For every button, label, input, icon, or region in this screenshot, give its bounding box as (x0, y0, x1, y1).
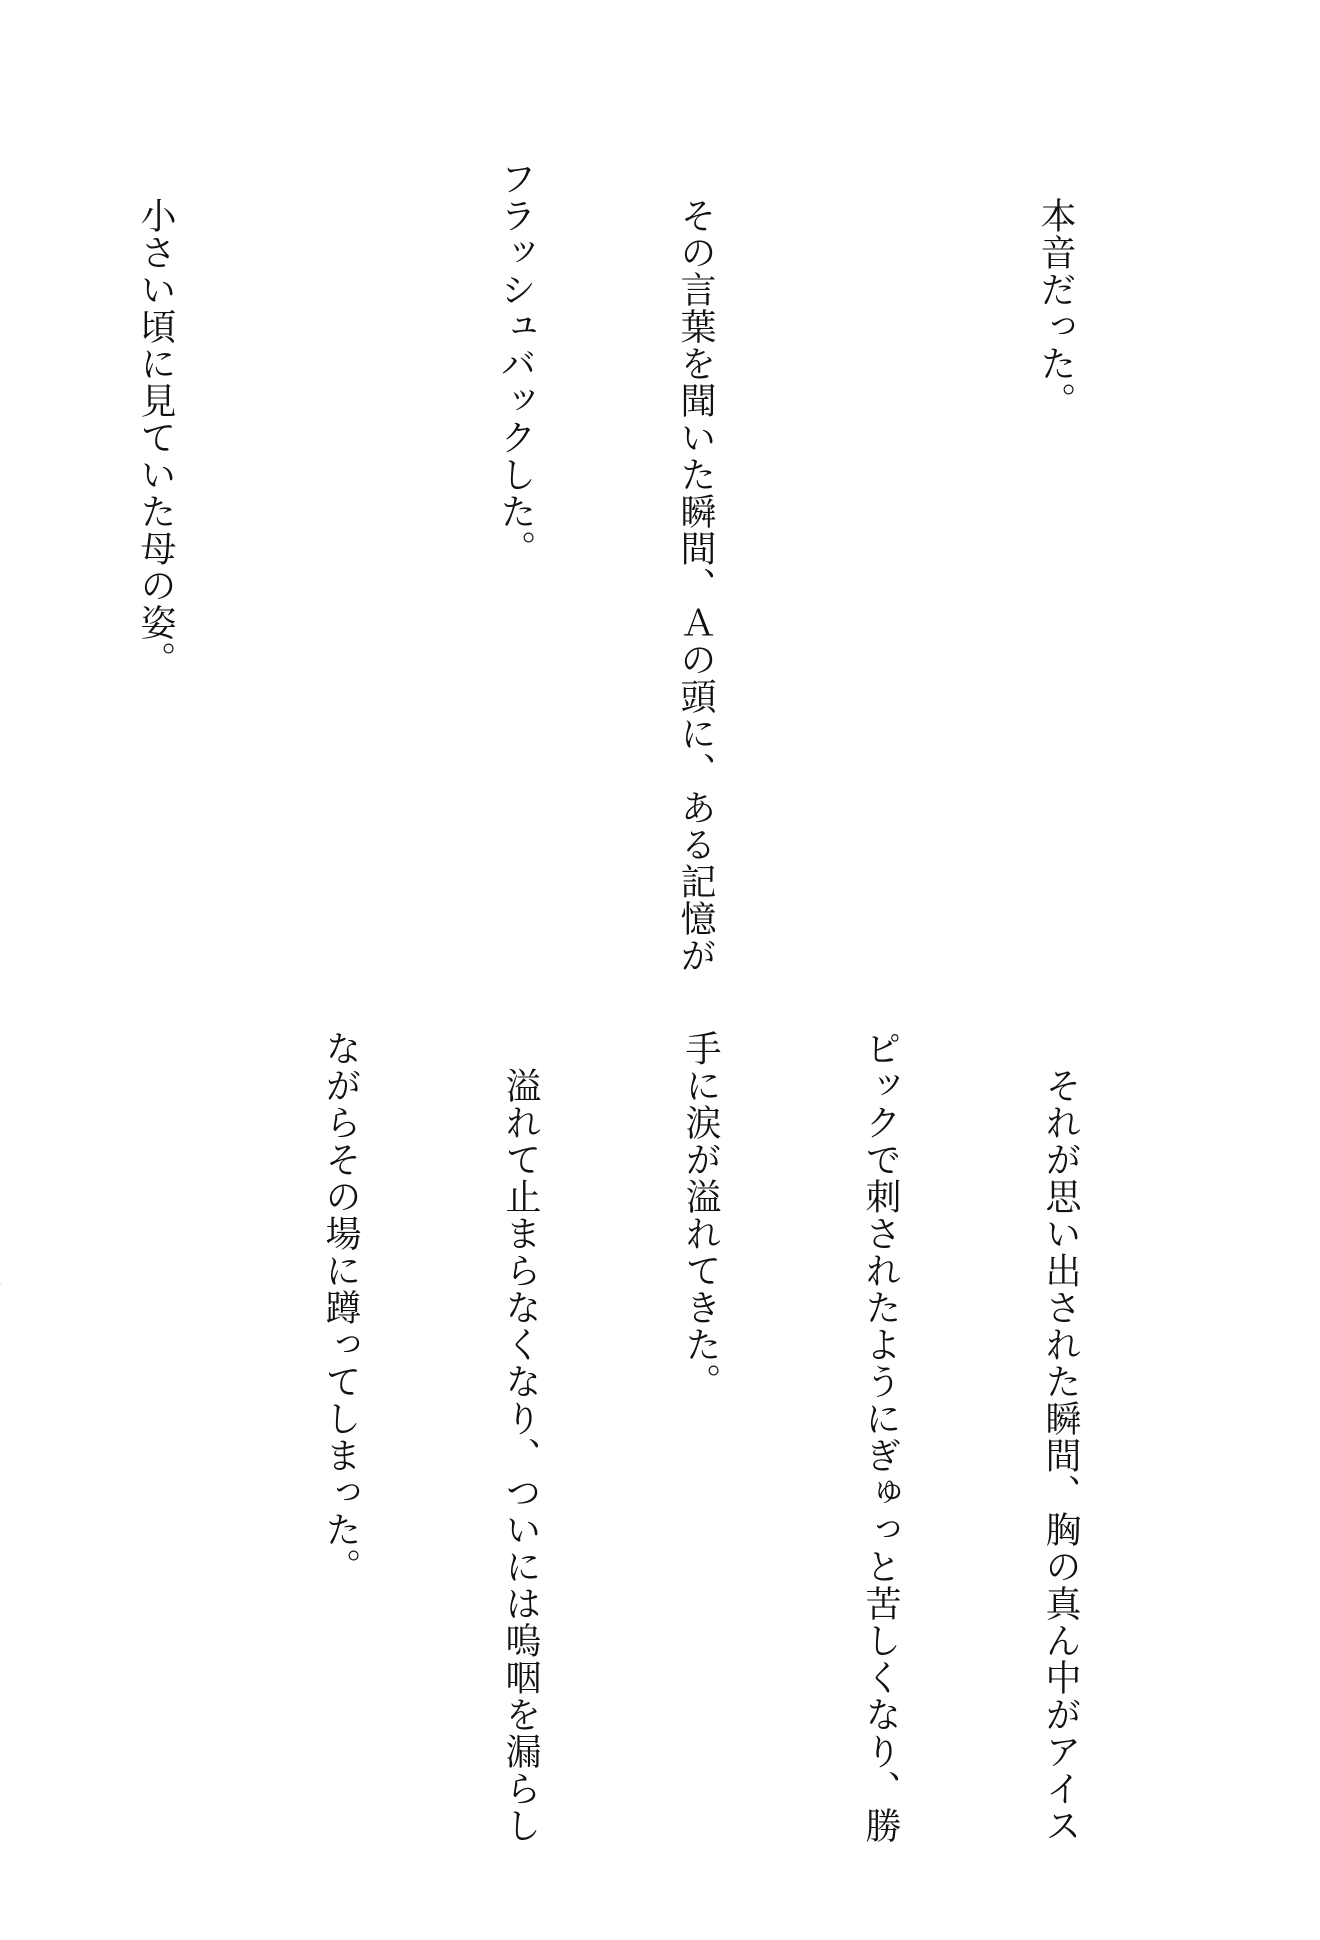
text-line (0, 1030, 10, 1850)
blank-line (845, 160, 905, 930)
text-line: ながらその場に蹲ってしまった。 (320, 1030, 361, 1585)
blank-line (305, 160, 365, 930)
text-line: フラッシュバックした。 (495, 160, 536, 567)
text-line: 手に涙が溢れてきた。 (680, 1030, 721, 1400)
lower-text-block (0, 1030, 1210, 1850)
blank-line (130, 1030, 190, 1850)
text-line: 本音だった。 (1035, 160, 1076, 419)
upper-text-block (0, 160, 1205, 974)
text-line: それが思い出された瞬間、胸の真ん中がアイス (1040, 1030, 1081, 1844)
text-line: 溢れて止まらなくなり、ついには嗚咽を漏らし (500, 1030, 541, 1844)
text-line: ピックで刺されたようにぎゅっと苦しくなり、勝 (860, 1030, 901, 1844)
text-line: 小さい頃に見ていた母の姿。 (135, 160, 176, 678)
text-line (0, 160, 5, 930)
text-line: その言葉を聞いた瞬間、Ａの頭に、ある記憶が (675, 160, 716, 974)
